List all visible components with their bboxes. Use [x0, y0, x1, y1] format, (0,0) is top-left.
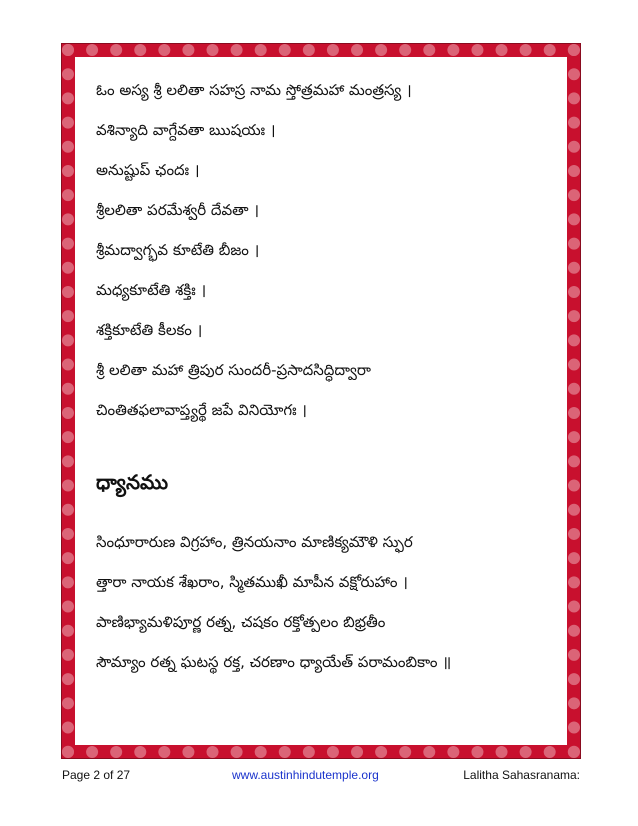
dhyana-line: పాణిభ్యామళిపూర్ణ రత్న, చషకం రక్తోత్పలం బిభ్రతీం: [96, 613, 386, 631]
verse-line: శ్రీ లలితా మహా త్రిపుర సుందరీ-ప్రసాదసిద్ధిద్వారా: [96, 361, 371, 379]
verse-line: శ్రీలలితా పరమేశ్వరీ దేవతా ।: [96, 201, 260, 219]
verse-line: శ్రీమద్వాగ్భవ కూటేతి బీజం ।: [96, 241, 260, 259]
dhyana-line: సింధూరారుణ విగ్రహాం, త్రినయనాం మాణిక్యమౌళి స్ఫుర: [96, 533, 413, 551]
verse-line: చింతితఫలావాప్త్యర్థే జపే వినియోగః ।: [96, 401, 307, 419]
page-footer: [62, 768, 580, 784]
verse-line: మధ్యకూటేతి శక్తిః ।: [96, 281, 207, 299]
dhyana-line: త్తారా నాయక శేఖరాం, స్మితముఖీ మాపీన వక్షోరుహాం ।: [96, 573, 408, 591]
dhyana-line: సౌమ్యాం రత్న ఘటస్థ రక్త, చరణాం ధ్యాయేత్ పరామంబికాం ॥: [96, 653, 452, 671]
verse-line: శక్తికూటేతి కీలకం ।: [96, 321, 203, 339]
website-link[interactable]: www.austinhindutemple.org: [232, 768, 379, 782]
verse-line: ఓం అస్య శ్రీ లలితా సహస్ర నామ స్తోత్రమహా మంత్రస్య ।: [96, 81, 412, 99]
document-title: Lalitha Sahasranama:: [463, 768, 580, 782]
page-number: Page 2 of 27: [62, 768, 131, 782]
verse-line: వశిన్యాది వాగ్దేవతా ఋషయః ।: [96, 121, 276, 139]
verse-line: అనుష్టుప్ ఛందః ।: [96, 161, 200, 179]
section-heading: ధ్యానము: [96, 470, 169, 494]
